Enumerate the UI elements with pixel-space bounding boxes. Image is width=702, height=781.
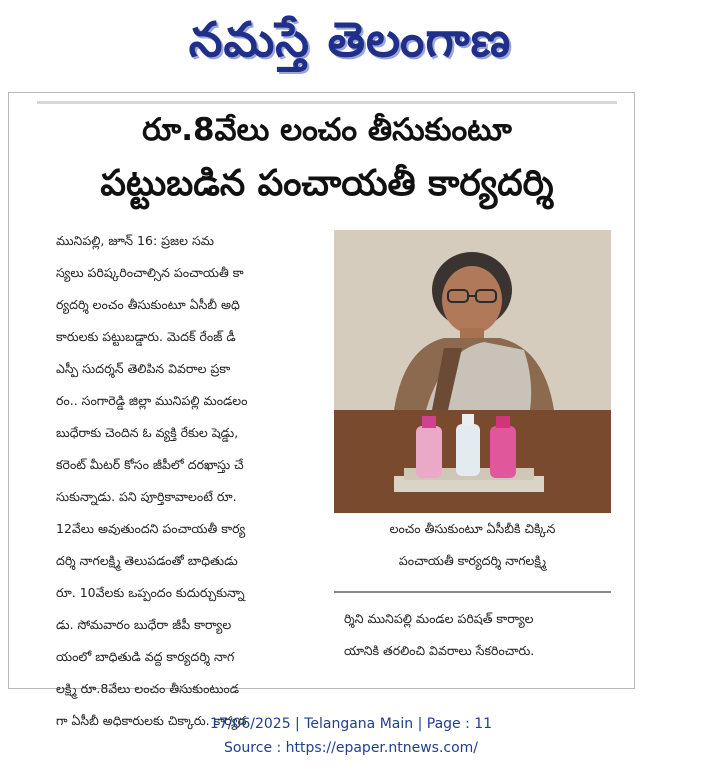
caption-line: లంచం తీసుకుంటూ ఏసీబీకి చిక్కిన — [389, 521, 556, 536]
headline-kicker: రూ.8వేలు లంచం తీసుకుంటూ — [142, 112, 512, 148]
body-line: స్యలు పరిష్కరించాల్సిన పంచాయతీ కా — [56, 265, 244, 280]
footer — [0, 712, 702, 760]
body-line: ర్శిని మునిపల్లి మండల పరిషత్ కార్యాల — [344, 611, 534, 626]
edition-info: 17/06/2025 | Telangana Main | Page : 11 — [209, 716, 493, 732]
body-line: రూ. 10వేలకు ఒప్పందం కుదుర్చుకున్నా — [56, 585, 245, 600]
top-rule — [37, 101, 617, 104]
body-line: కారులకు పట్టుబడ్డారు. మెదక్ రేంజ్ డీ — [56, 329, 236, 344]
body-line: డు. సోమవారం బుధేరా జీపీ కార్యాల — [56, 617, 232, 632]
masthead — [0, 0, 702, 92]
body-line: లక్ష్మి రూ.8వేలు లంచం తీసుకుంటుండ — [56, 681, 239, 696]
headline-main: పట్టుబడిన పంచాయతీ కార్యదర్శి — [100, 163, 554, 204]
body-line: ఎస్పీ సుదర్శన్ తెలిపిన వివరాల ప్రకా — [56, 361, 231, 376]
body-line: రం.. సంగారెడ్డి జిల్లా మునిపల్లి మండలం — [56, 393, 248, 408]
body-line: యంలో బాధితుడి వద్ద కార్యదర్శి నాగ — [56, 649, 235, 664]
body-line: యానికి తరలించి వివరాలు సేకరించారు. — [344, 643, 535, 658]
body-line: ర్యదర్శి లంచం తీసుకుంటూ ఏసీబీ అధి — [56, 297, 240, 312]
body-line: దర్శి నాగలక్ష్మి తెలుపడంతో బాధితుడు — [56, 553, 238, 568]
caption-line: పంచాయతీ కార్యదర్శి నాగలక్ష్మి — [398, 553, 547, 568]
caption-divider — [334, 591, 611, 593]
body-line: బుధేరాకు చెందిన ఓ వ్యక్తి రేకుల షెడ్డు, — [56, 425, 239, 440]
body-line: కరెంట్ మీటర్ కోసం జీపీలో దరఖాస్తు చే — [56, 457, 244, 472]
photo-caption — [334, 513, 611, 589]
article-continuation — [344, 603, 614, 667]
article-body — [56, 225, 328, 737]
news-photo — [334, 230, 611, 513]
photo-illustration — [334, 230, 611, 513]
body-line: సుకున్నాడు. పని పూర్తికావాలంటే రూ. — [56, 489, 237, 504]
source-link[interactable]: Source : https://epaper.ntnews.com/ — [223, 740, 479, 756]
body-line: 12వేలు అవుతుందని పంచాయతీ కార్య — [56, 521, 246, 536]
body-line: మునిపల్లి, జూన్ 16: ప్రజల సమ — [56, 233, 214, 248]
body-line: గా ఏసీబీ అధికారులకు చిక్కారు. కార్యద — [56, 713, 247, 728]
newspaper-title: నమస్తే తెలంగాణ — [188, 12, 512, 68]
